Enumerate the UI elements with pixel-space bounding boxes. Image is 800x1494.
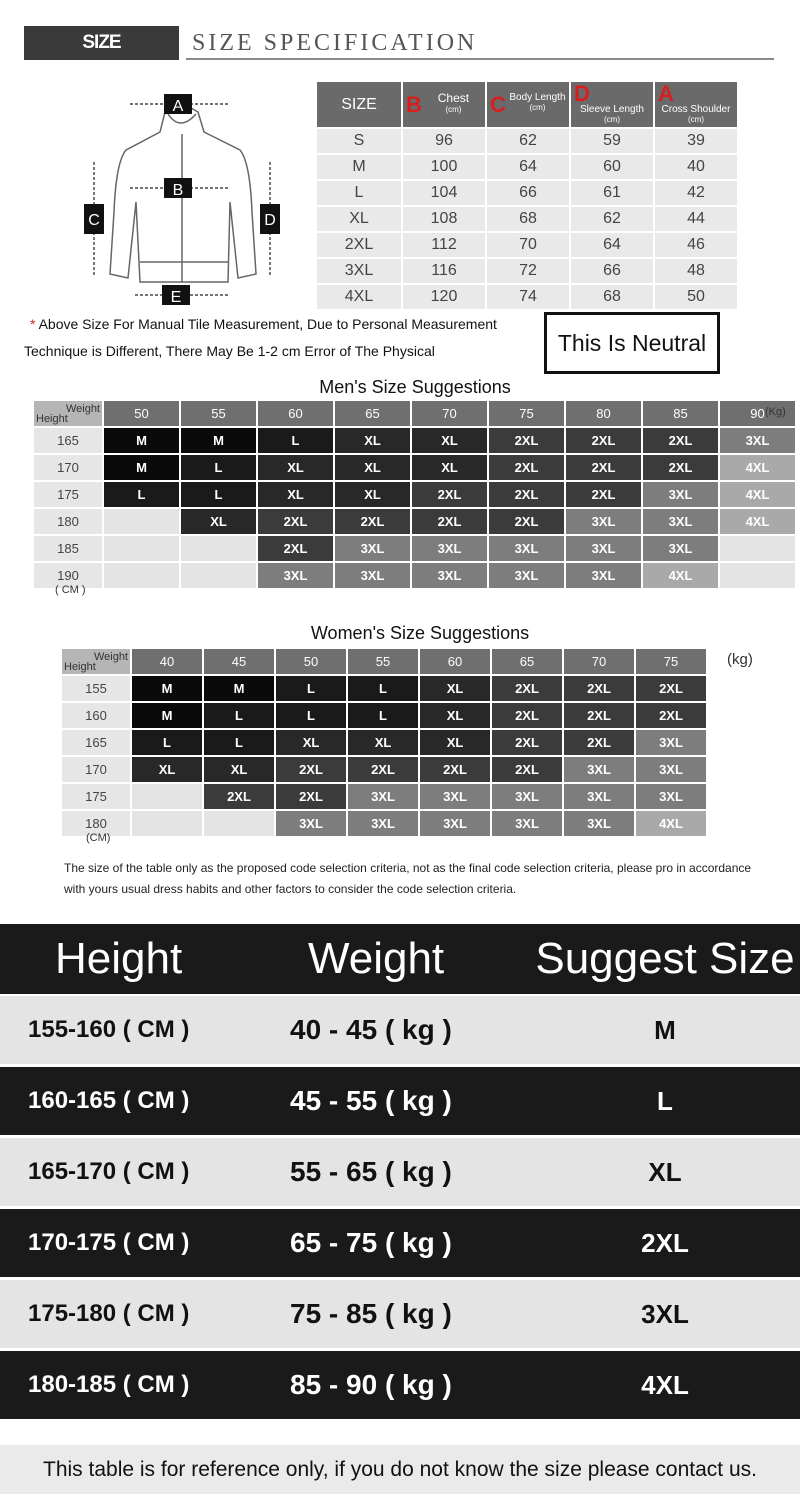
spec-value-cell: 68	[571, 285, 653, 309]
mens-size-cell: 3XL	[643, 536, 718, 561]
mens-size-cell: 2XL	[643, 428, 718, 453]
womens-height-cell: 160	[62, 703, 130, 728]
mens-size-row	[34, 428, 795, 453]
womens-size-cell: 3XL	[276, 811, 346, 836]
quick-height-cell: 165-170 ( CM )	[28, 1158, 190, 1185]
mens-size-title: Men's Size Suggestions	[319, 377, 511, 397]
mens-size-cell: 4XL	[643, 563, 718, 588]
mens-size-cell	[181, 563, 256, 588]
mens-size-cell: 2XL	[489, 482, 564, 507]
spec-value-cell: 112	[403, 233, 485, 257]
quick-weight-cell: 65 - 75 ( kg )	[290, 1227, 452, 1258]
mens-size-cell: L	[181, 455, 256, 480]
womens-size-cell: 3XL	[636, 757, 706, 782]
mens-size-cell: 4XL	[720, 509, 795, 534]
mens-size-row	[34, 455, 795, 480]
quick-weight-cell: 40 - 45 ( kg )	[290, 1014, 452, 1045]
womens-size-cell: 2XL	[564, 676, 634, 701]
womens-size-row	[62, 703, 706, 728]
header-divider	[186, 58, 774, 60]
quick-weight-cell: 75 - 85 ( kg )	[290, 1298, 452, 1329]
womens-weight-header: 40	[132, 649, 202, 674]
spec-row	[317, 207, 737, 231]
spec-header-cross-shoulder: A Cross Shoulder (cm)	[655, 82, 737, 127]
mens-size-row	[34, 509, 795, 534]
quick-weight-cell: 85 - 90 ( kg )	[290, 1369, 452, 1400]
spec-size-cell: L	[317, 181, 401, 205]
spec-size-cell: 4XL	[317, 285, 401, 309]
mens-size-cell: 4XL	[720, 482, 795, 507]
quick-size-cell: 4XL	[641, 1369, 689, 1400]
mens-size-cell: 2XL	[335, 509, 410, 534]
womens-weight-header: 70	[564, 649, 634, 674]
mens-size-table	[32, 399, 797, 590]
mens-size-cell: 3XL	[566, 509, 641, 534]
spec-value-cell: 48	[655, 259, 737, 283]
mens-size-cell: XL	[258, 455, 333, 480]
womens-size-cell: 3XL	[348, 784, 418, 809]
mens-size-cell: 2XL	[489, 509, 564, 534]
corner-weight-label: Weight	[65, 403, 100, 415]
womens-header-row	[62, 649, 706, 674]
quick-weight-cell: 45 - 55 ( kg )	[290, 1085, 452, 1116]
quick-weight-cell: 55 - 65 ( kg )	[290, 1156, 452, 1187]
spec-value-cell: 42	[655, 181, 737, 205]
mens-size-cell: M	[181, 428, 256, 453]
mens-size-cell: 3XL	[489, 563, 564, 588]
mens-size-cell	[104, 509, 179, 534]
mens-size-cell: XL	[412, 455, 487, 480]
womens-size-cell: L	[204, 703, 274, 728]
womens-weight-unit: (kg)	[727, 651, 753, 668]
womens-size-cell: L	[276, 703, 346, 728]
contact-footer: This table is for reference only, if you do not know the size please contact us.	[0, 1445, 800, 1494]
womens-size-table	[60, 647, 708, 838]
mens-header-row	[34, 401, 795, 426]
spec-value-cell: 64	[571, 233, 653, 257]
womens-size-cell: XL	[420, 676, 490, 701]
mens-corner-cell	[34, 401, 102, 426]
womens-size-cell: 2XL	[636, 703, 706, 728]
spec-value-cell: 50	[655, 285, 737, 309]
quick-size-cell: 3XL	[641, 1298, 689, 1329]
quick-header-weight: Weight	[308, 934, 445, 983]
quick-size-row	[0, 996, 800, 1064]
mens-size-cell: 3XL	[335, 536, 410, 561]
corner-weight-label: Weight	[93, 651, 128, 663]
womens-size-row	[62, 676, 706, 701]
spec-value-cell: 40	[655, 155, 737, 179]
spec-row	[317, 285, 737, 309]
womens-size-cell: 3XL	[564, 811, 634, 836]
mens-size-cell: 3XL	[720, 428, 795, 453]
size-specification-table	[315, 80, 739, 311]
womens-size-cell	[132, 784, 202, 809]
womens-size-cell: 3XL	[492, 811, 562, 836]
quick-size-cell: M	[654, 1014, 676, 1045]
size-specification-title: SIZE SPECIFICATION	[192, 30, 478, 56]
measurement-note-line2: Technique is Different, There May Be 1-2 cm Error of The Physical	[24, 343, 435, 359]
spec-value-cell: 116	[403, 259, 485, 283]
womens-size-cell: L	[276, 676, 346, 701]
mens-size-cell: 3XL	[566, 563, 641, 588]
mens-height-cell: 170	[34, 455, 102, 480]
mens-height-cell: 180	[34, 509, 102, 534]
spec-size-cell: S	[317, 129, 401, 153]
womens-size-cell: 3XL	[636, 784, 706, 809]
mens-size-cell	[181, 536, 256, 561]
womens-size-cell: 2XL	[204, 784, 274, 809]
mens-size-cell	[720, 536, 795, 561]
mens-size-cell: XL	[258, 482, 333, 507]
quick-size-cell: 2XL	[641, 1227, 689, 1258]
womens-size-cell: XL	[348, 730, 418, 755]
quick-height-cell: 155-160 ( CM )	[28, 1016, 190, 1043]
mens-size-row	[34, 536, 795, 561]
mens-weight-header: 80	[566, 401, 641, 426]
mens-size-cell: 3XL	[566, 536, 641, 561]
womens-size-cell: M	[132, 676, 202, 701]
womens-size-cell	[132, 811, 202, 836]
size-disclaimer: The size of the table only as the proposed code selection criteria, not as the final code selection criteria, please pro in accordance with yours usual dress habits and other factors to consider the code selection criteria.	[64, 861, 752, 896]
womens-size-title: Women's Size Suggestions	[310, 623, 530, 643]
womens-size-cell: XL	[276, 730, 346, 755]
spec-value-cell: 44	[655, 207, 737, 231]
womens-weight-header: 55	[348, 649, 418, 674]
diagram-letter-a: A	[172, 98, 184, 115]
womens-size-cell: 2XL	[492, 757, 562, 782]
mens-size-cell: L	[258, 428, 333, 453]
womens-size-row	[62, 811, 706, 836]
quick-size-reference	[0, 924, 800, 1494]
quick-height-cell: 175-180 ( CM )	[28, 1300, 190, 1327]
mens-size-cell: 3XL	[643, 482, 718, 507]
womens-weight-header: 75	[636, 649, 706, 674]
mens-weight-header: 60	[258, 401, 333, 426]
womens-size-cell: 2XL	[348, 757, 418, 782]
mens-weight-unit: (Kg)	[765, 406, 786, 418]
mens-size-cell: 3XL	[258, 563, 333, 588]
spec-row	[317, 181, 737, 205]
spec-value-cell: 108	[403, 207, 485, 231]
mens-size-cell: 4XL	[720, 455, 795, 480]
mens-size-row	[34, 482, 795, 507]
mens-weight-header: 65	[335, 401, 410, 426]
mens-size-cell: 2XL	[258, 509, 333, 534]
spec-row	[317, 233, 737, 257]
womens-size-cell: XL	[132, 757, 202, 782]
mens-size-cell	[104, 536, 179, 561]
womens-size-cell: 4XL	[636, 811, 706, 836]
womens-size-cell: L	[132, 730, 202, 755]
womens-corner-cell	[62, 649, 130, 674]
quick-header-height: Height	[55, 934, 183, 983]
spec-value-cell: 66	[571, 259, 653, 283]
womens-size-cell: 3XL	[420, 811, 490, 836]
quick-height-cell: 180-185 ( CM )	[28, 1371, 190, 1398]
quick-height-cell: 160-165 ( CM )	[28, 1087, 190, 1114]
mens-size-cell: 2XL	[566, 455, 641, 480]
womens-size-cell: 2XL	[276, 784, 346, 809]
womens-size-cell: 2XL	[564, 730, 634, 755]
mens-size-cell: 3XL	[335, 563, 410, 588]
mens-size-cell: XL	[412, 428, 487, 453]
diagram-letter-d: D	[264, 212, 276, 229]
womens-height-cell: 170	[62, 757, 130, 782]
spec-size-cell: 3XL	[317, 259, 401, 283]
womens-size-cell: 3XL	[564, 784, 634, 809]
mens-weight-header: 50	[104, 401, 179, 426]
womens-size-cell: 3XL	[348, 811, 418, 836]
spec-header-body-length: C Body Length (cm)	[487, 82, 569, 127]
womens-weight-header: 45	[204, 649, 274, 674]
spec-value-cell: 120	[403, 285, 485, 309]
mens-size-cell: 2XL	[489, 428, 564, 453]
mens-weight-header: 90	[720, 401, 795, 426]
mens-size-cell: 2XL	[566, 428, 641, 453]
mens-size-cell: XL	[335, 455, 410, 480]
spec-size-cell: M	[317, 155, 401, 179]
mens-size-cell: 2XL	[412, 482, 487, 507]
mens-height-cell: 185	[34, 536, 102, 561]
womens-height-cell: 180	[62, 811, 130, 836]
womens-size-cell: 2XL	[636, 676, 706, 701]
womens-height-unit: (CM)	[86, 832, 111, 844]
womens-size-cell: M	[132, 703, 202, 728]
spec-row	[317, 259, 737, 283]
diagram-letter-e: E	[170, 289, 182, 306]
spec-value-cell: 60	[571, 155, 653, 179]
spec-value-cell: 39	[655, 129, 737, 153]
spec-value-cell: 96	[403, 129, 485, 153]
mens-size-row	[34, 563, 795, 588]
quick-size-row	[0, 1209, 800, 1277]
spec-value-cell: 100	[403, 155, 485, 179]
quick-size-row	[0, 1280, 800, 1348]
spec-size-cell: 2XL	[317, 233, 401, 257]
womens-height-cell: 165	[62, 730, 130, 755]
spec-header-row	[317, 82, 737, 127]
womens-weight-header: 60	[420, 649, 490, 674]
mens-size-cell: 3XL	[412, 536, 487, 561]
size-information-tag: SIZE INFORMANCE	[24, 26, 179, 60]
spec-value-cell: 70	[487, 233, 569, 257]
mens-size-cell: M	[104, 428, 179, 453]
mens-size-cell	[720, 563, 795, 588]
womens-height-cell: 175	[62, 784, 130, 809]
womens-size-cell: L	[348, 676, 418, 701]
quick-size-cell: XL	[648, 1156, 682, 1187]
corner-height-label: Height	[64, 661, 96, 673]
mens-size-cell: 2XL	[258, 536, 333, 561]
mens-size-cell: 2XL	[489, 455, 564, 480]
womens-size-cell: 3XL	[636, 730, 706, 755]
spec-size-cell: XL	[317, 207, 401, 231]
womens-weight-header: 65	[492, 649, 562, 674]
spec-row	[317, 129, 737, 153]
mens-size-cell: 2XL	[643, 455, 718, 480]
spec-value-cell: 62	[487, 129, 569, 153]
quick-size-row	[0, 1351, 800, 1419]
mens-size-cell: 2XL	[566, 482, 641, 507]
womens-size-cell: L	[204, 730, 274, 755]
womens-size-cell: L	[348, 703, 418, 728]
mens-size-cell: L	[104, 482, 179, 507]
mens-size-cell: 3XL	[412, 563, 487, 588]
mens-size-cell: 2XL	[412, 509, 487, 534]
mens-weight-header: 75	[489, 401, 564, 426]
mens-weight-header: 55	[181, 401, 256, 426]
neutral-badge: This Is Neutral	[544, 312, 720, 374]
spec-header-size: SIZE	[317, 82, 401, 127]
jacket-diagram	[80, 92, 285, 307]
spec-header-chest: B Chest (cm)	[403, 82, 485, 127]
mens-size-cell: 3XL	[643, 509, 718, 534]
mens-weight-header: 85	[643, 401, 718, 426]
mens-size-cell: XL	[181, 509, 256, 534]
womens-size-cell: 3XL	[420, 784, 490, 809]
measurement-note-line1: * Above Size For Manual Tile Measurement, Due to Personal Measurement	[30, 316, 497, 332]
mens-weight-header: 70	[412, 401, 487, 426]
spec-row	[317, 155, 737, 179]
womens-size-cell: 3XL	[492, 784, 562, 809]
womens-size-cell: 2XL	[492, 676, 562, 701]
womens-size-cell: XL	[204, 757, 274, 782]
spec-value-cell: 62	[571, 207, 653, 231]
quick-height-cell: 170-175 ( CM )	[28, 1229, 190, 1256]
womens-size-cell: 2XL	[276, 757, 346, 782]
womens-size-row	[62, 784, 706, 809]
quick-header-row	[0, 924, 800, 994]
diagram-letter-b: B	[172, 182, 184, 199]
spec-header-sleeve-length: D Sleeve Length (cm)	[571, 82, 653, 127]
quick-header-suggest-size: Suggest Size	[535, 934, 795, 983]
womens-size-cell: 2XL	[564, 703, 634, 728]
womens-height-cell: 155	[62, 676, 130, 701]
mens-size-cell: XL	[335, 428, 410, 453]
spec-value-cell: 68	[487, 207, 569, 231]
quick-size-row	[0, 1067, 800, 1135]
womens-size-row	[62, 730, 706, 755]
womens-size-cell: 2XL	[420, 757, 490, 782]
womens-size-cell: 2XL	[492, 703, 562, 728]
mens-size-cell	[104, 563, 179, 588]
mens-height-unit: ( CM )	[55, 584, 86, 596]
mens-size-cell: XL	[335, 482, 410, 507]
mens-height-cell: 165	[34, 428, 102, 453]
spec-value-cell: 61	[571, 181, 653, 205]
quick-size-cell: L	[657, 1085, 673, 1116]
spec-value-cell: 59	[571, 129, 653, 153]
mens-height-cell: 190	[34, 563, 102, 588]
mens-size-cell: M	[104, 455, 179, 480]
womens-size-row	[62, 757, 706, 782]
mens-size-cell: L	[181, 482, 256, 507]
spec-value-cell: 74	[487, 285, 569, 309]
womens-size-cell: 2XL	[492, 730, 562, 755]
mens-size-cell: 3XL	[489, 536, 564, 561]
womens-weight-header: 50	[276, 649, 346, 674]
diagram-letter-c: C	[88, 212, 100, 229]
spec-value-cell: 66	[487, 181, 569, 205]
womens-size-cell: M	[204, 676, 274, 701]
womens-size-cell: XL	[420, 730, 490, 755]
mens-height-cell: 175	[34, 482, 102, 507]
womens-size-cell: 3XL	[564, 757, 634, 782]
spec-value-cell: 46	[655, 233, 737, 257]
corner-height-label: Height	[36, 413, 68, 425]
spec-value-cell: 64	[487, 155, 569, 179]
quick-size-row	[0, 1138, 800, 1206]
spec-value-cell: 72	[487, 259, 569, 283]
womens-size-cell	[204, 811, 274, 836]
womens-size-cell: XL	[420, 703, 490, 728]
spec-value-cell: 104	[403, 181, 485, 205]
